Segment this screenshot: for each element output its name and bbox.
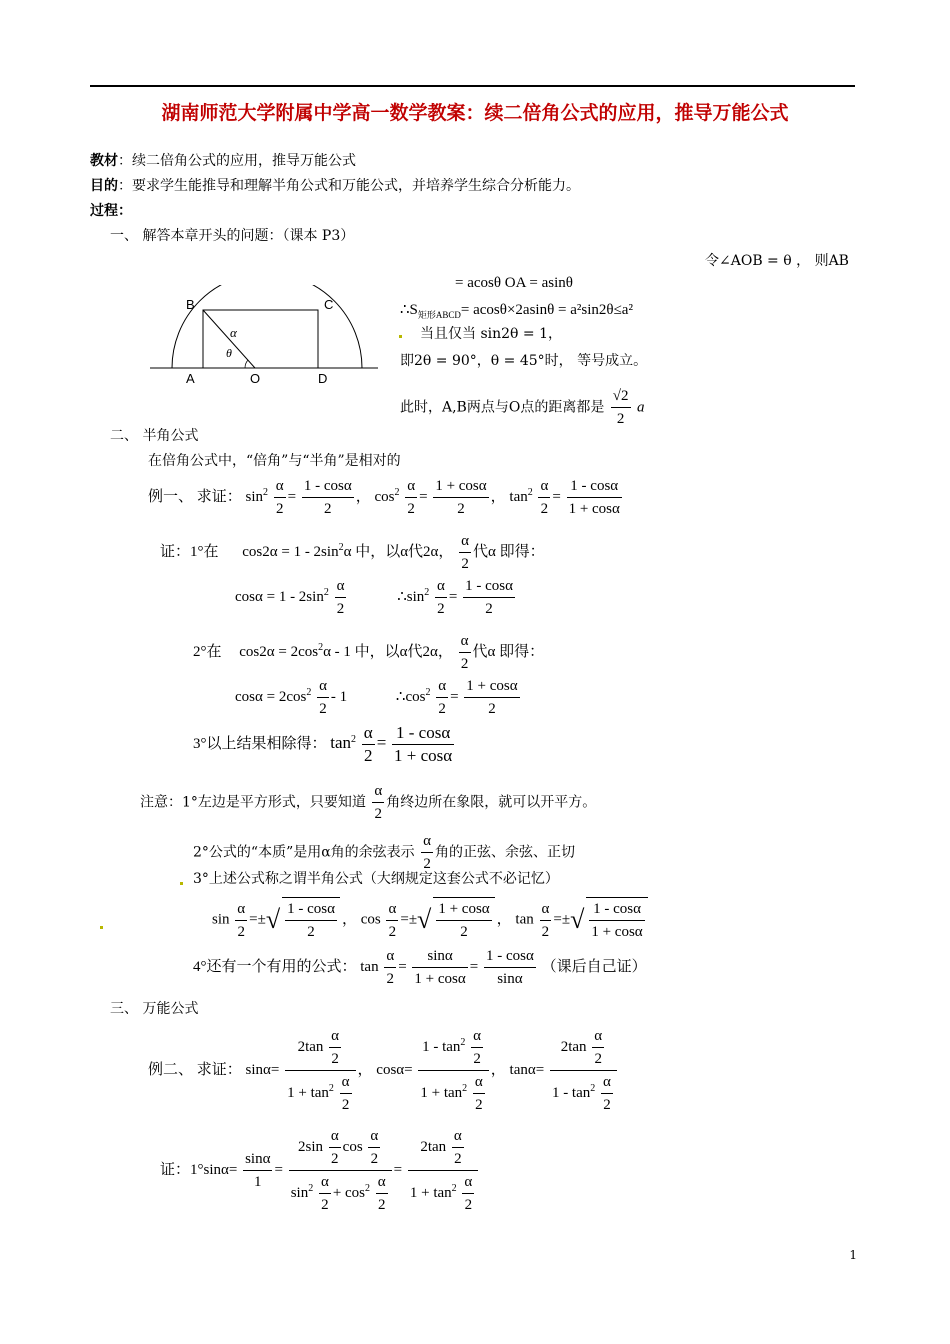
label-B: B — [186, 297, 195, 312]
sec1-line-d: 当且仅当 sin2θ = 1， — [420, 326, 563, 342]
example1: 例一、 求证： $\sin^2$ $\frac{\alpha}{2}$ = $\frac{1 - \cos\alpha}{2}$ ， $\cos^2$ $\frac{\alpha}{2}$ = $\frac{1 + \cos\alpha}{2}$ ， $\tan^2$ $\frac{\alpha}{2}$ = $\frac{1 - \cos\alpha}{1 + \cos\alpha}$ — [148, 475, 624, 520]
proof1-result2: $\cos\alpha = 2\cos^2$ $\frac{\alpha}{2}$ - 1 $\therefore\cos^2$ $\frac{\alpha}{2}$ = $\frac{1 + \cos\alpha}{2}$ — [235, 675, 522, 720]
section1-heading: 一、 解答本章开头的问题：（课本 P3） — [110, 228, 355, 244]
sec1-line-e: 即2θ = 90°，θ = 45°时， 等号成立。 — [400, 353, 648, 369]
label-C: C — [324, 297, 334, 312]
semicircle-figure — [150, 285, 385, 385]
top-rule — [90, 85, 855, 87]
section3-heading: 三、 万能公式 — [110, 1001, 199, 1017]
process-label: 过程： — [90, 203, 132, 219]
proof1-step2: 2°在 $\cos 2\alpha = 2\cos^2\alpha - 1$ 中，以α代2α， $\frac{\alpha}{2}$ 代α 即得： — [193, 630, 544, 675]
half-angle-formulas: sin $\frac{\alpha}{2}$ =±√ $\frac{1 - \cos\alpha}{2}$ ， cos $\frac{\alpha}{2}$ =±√ $\frac{1 + \cos\alpha}{2}$ ， tan $\frac{\alpha}{2}$ =±√ $\frac{1 - \cos\alpha}{1 + \cos\alpha}$ — [212, 897, 650, 943]
sec1-line-a: 令∠AOB = θ ， 则AB — [705, 253, 849, 269]
label-O: O — [250, 371, 261, 385]
section2-heading: 二、 半角公式 — [110, 428, 199, 444]
note3: 3°上述公式称之谓半角公式（大纲规定这套公式不必记忆） — [193, 871, 559, 887]
marker-dot-3 — [100, 926, 103, 929]
label-alpha: α — [230, 325, 237, 340]
page-title: 湖南师范大学附属中学高一数学教案：续二倍角公式的应用，推导万能公式 — [161, 102, 789, 124]
note4: 4°还有一个有用的公式： tan $\frac{\alpha}{2}$ = $\frac{\sin\alpha}{1 + \cos\alpha}$ = $\frac{1 - \cos\alpha}{\sin\alpha}$ （课后自己证） — [193, 945, 647, 990]
proof2-step1: 证：1°sinα= $\frac{\sin\alpha}{1}$ = 2sin $\frac{\alpha}{2}$ cos $\frac{\alpha}{2}$ $\sin^2$ $\frac{\alpha}{2}$ + $\cos^2$ $\frac{\alpha}{2}$ = 2tan $\frac{\alpha}{2}$ $1 + \tan^2$ $\frac{\alpha}{2}$ — [160, 1125, 480, 1216]
sec1-line-b: = acosθ OA = asinθ — [455, 275, 573, 291]
example2: 例二、 求证： sinα= 2tan $\frac{\alpha}{2}$ $1 + \tan^2$ $\frac{\alpha}{2}$ ， cosα= $1 - \tan^2$ $\frac{\alpha}{2}$ $1 + \tan^2$ $\frac{\alpha}{2}$ ， tanα= 2tan $\frac{\alpha}{2}$ $1 - \tan^2$ $\frac{\alpha}{2}$ — [148, 1025, 619, 1116]
proof1-result1: $\cos\alpha = 1 - 2\sin^2$ $\frac{\alpha}{2}$ $\therefore\sin^2$ $\frac{\alpha}{2}$ = $\frac{1 - \cos\alpha}{2}$ — [235, 575, 517, 620]
sec1-line-c: $\therefore S_{矩形ABCD}= acos\theta\times 2asin\theta = a^2\sin 2\theta\le a^2$ — [400, 302, 633, 320]
goal-line: 目的：要求学生能推导和理解半角公式和万能公式，并培养学生综合分析能力。 — [90, 178, 580, 194]
marker-dot-2 — [180, 882, 183, 885]
sec1-line-f: 此时，A,B两点与O点的距离都是 $\frac{√2}{2}$ a — [400, 385, 644, 430]
label-A: A — [186, 371, 195, 385]
page-number: 1 — [849, 1248, 857, 1262]
label-D: D — [318, 371, 328, 385]
label-theta: θ — [226, 346, 232, 360]
marker-dot — [399, 335, 402, 338]
material-line: 教材：续二倍角公式的应用，推导万能公式 — [90, 153, 356, 169]
sec2-intro: 在倍角公式中，“倍角”与“半角”是相对的 — [148, 453, 401, 469]
note1: 注意：1°左边是平方形式，只要知道 $\frac{\alpha}{2}$ 角终边所在象限，就可以开平方。 — [140, 780, 596, 825]
note2: 2°公式的“本质”是用α角的余弦表示 $\frac{\alpha}{2}$ 角的正弦、余弦、正切 — [193, 830, 575, 875]
proof1-step1: 证：1°在 $\cos 2\alpha = 1 - 2\sin^2\alpha$ 中，以α代2α， $\frac{\alpha}{2}$ 代α 即得： — [160, 530, 545, 575]
proof1-step3: 3°以上结果相除得： $\tan^2$ $\frac{\alpha}{2}$ = $\frac{1 - \cos\alpha}{1 + \cos\alpha}$ — [193, 723, 453, 765]
